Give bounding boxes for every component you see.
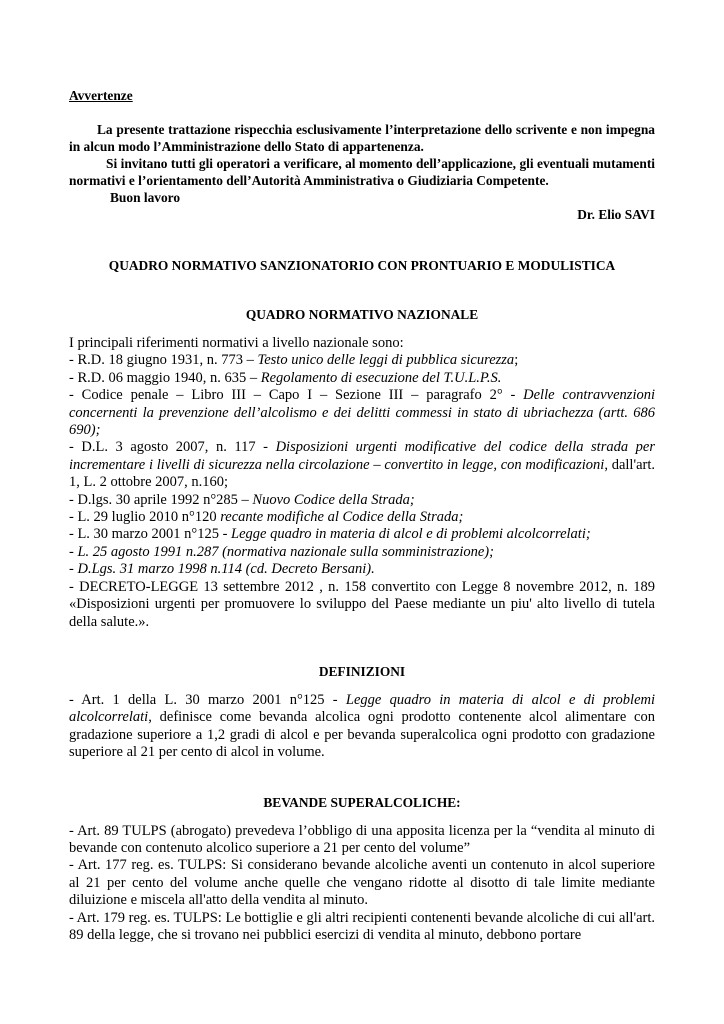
reference-item: - DECRETO-LEGGE 13 settembre 2012 , n. 158 convertito con Legge 8 novembre 2012, n. 189 «Disposizioni urgenti per promuovere lo sviluppo del Paese mediante un piu' alto livello di tutela della salute.».: [69, 578, 655, 630]
reference-item: - R.D. 18 giugno 1931, n. 773 – Testo unico delle leggi di pubblica sicurezza;: [69, 352, 519, 369]
warning-paragraph-2: Si invitano tutti gli operatori a verificare, al momento dell’applicazione, gli eventuali mutamenti normativi e l’orientamento dell’Autorità Amministrativa o Giudiziaria Competente.: [69, 156, 655, 188]
section-title-spirits: BEVANDE SUPERALCOLICHE:: [263, 794, 461, 810]
reference-item: - D.lgs. 30 aprile 1992 n°285 – Nuovo Codice della Strada;: [69, 491, 415, 508]
references-intro: I principali riferimenti normativi a livello nazionale sono:: [69, 335, 404, 351]
definitions-text: [69, 692, 655, 762]
spirits-text: [69, 823, 655, 945]
warning-paragraph-1: La presente trattazione rispecchia esclusivamente l’interpretazione dello scrivente e non impegna in alcun modo l’Amministrazione dello Stato di appartenenza.: [69, 122, 655, 154]
spirits-paragraph: - Art. 179 reg. es. TULPS: Le bottiglie e gli altri recipienti contenenti bevande alcoliche di cui all'art. 89 della legge, che si trovano nei pubblici esercizi di vendita al minuto, debbono portare: [69, 909, 655, 943]
spirits-paragraph: - Art. 89 TULPS (abrogato) prevedeva l’obbligo di una apposita licenza per la “vendita al minuto di bevande con contenuto alcolico superiore a 21 per cento del volume”: [69, 822, 655, 856]
reference-item: - Codice penale – Libro III – Capo I – Sezione III – paragrafo 2° - Delle contravvenzioni concernenti la prevenzione dell’alcolismo e dei delitti commessi in stato di ubriachezza (artt. 686 690);: [69, 387, 655, 439]
spirits-paragraph: - Art. 177 reg. es. TULPS: Si considerano bevande alcoliche aventi un contenuto in alcol superiore al 21 per cento del volume anche quelle che vengano ridotte al disotto di tale limite mediante diluizione e miscela all'atto della vendita al minuto.: [69, 857, 655, 909]
definition-paragraph: - Art. 1 della L. 30 marzo 2001 n°125 - Legge quadro in materia di alcol e di problemi alcolcorrelati, definisce come bevanda alcolica ogni prodotto contenente alcol alimentare con gradazione superiore a 1,2 gradi di alcol e per bevanda superalcolica ogni prodotto con gradazione superiore al 21 per cento di alcol in volume.: [69, 691, 656, 761]
reference-item: - D.Lgs. 31 marzo 1998 n.114 (cd. Decreto Bersani).: [69, 561, 375, 578]
reference-item: - L. 30 marzo 2001 n°125 - Legge quadro in materia di alcol e di problemi alcolcorrelati;: [69, 526, 591, 543]
reference-item: - R.D. 06 maggio 1940, n. 635 – Regolamento di esecuzione del T.U.L.P.S.: [69, 369, 502, 386]
warning-paragraph-3: Buon lavoro: [110, 190, 181, 205]
signature: Dr. Elio SAVI: [577, 207, 655, 222]
section-title-national: QUADRO NORMATIVO NAZIONALE: [245, 307, 479, 322]
reference-item: - L. 25 agosto 1991 n.287 (normativa nazionale sulla somministrazione);: [69, 543, 494, 560]
warning-title: Avvertenze: [69, 88, 133, 103]
reference-item: - D.L. 3 agosto 2007, n. 117 - Disposizioni urgenti modificative del codice della strada per incrementare i livelli di sicurezza nella circolazione – convertito in legge, con modificazioni, dall'art. 1, L. 2 ottobre 2007, n.160;: [69, 439, 655, 491]
main-title: QUADRO NORMATIVO SANZIONATORIO CON PRONTUARIO E MODULISTICA: [108, 258, 616, 273]
section-title-definitions: DEFINIZIONI: [318, 663, 406, 679]
reference-item: - L. 29 luglio 2010 n°120 recante modifiche al Codice della Strada;: [69, 509, 464, 526]
national-references: [69, 335, 655, 631]
